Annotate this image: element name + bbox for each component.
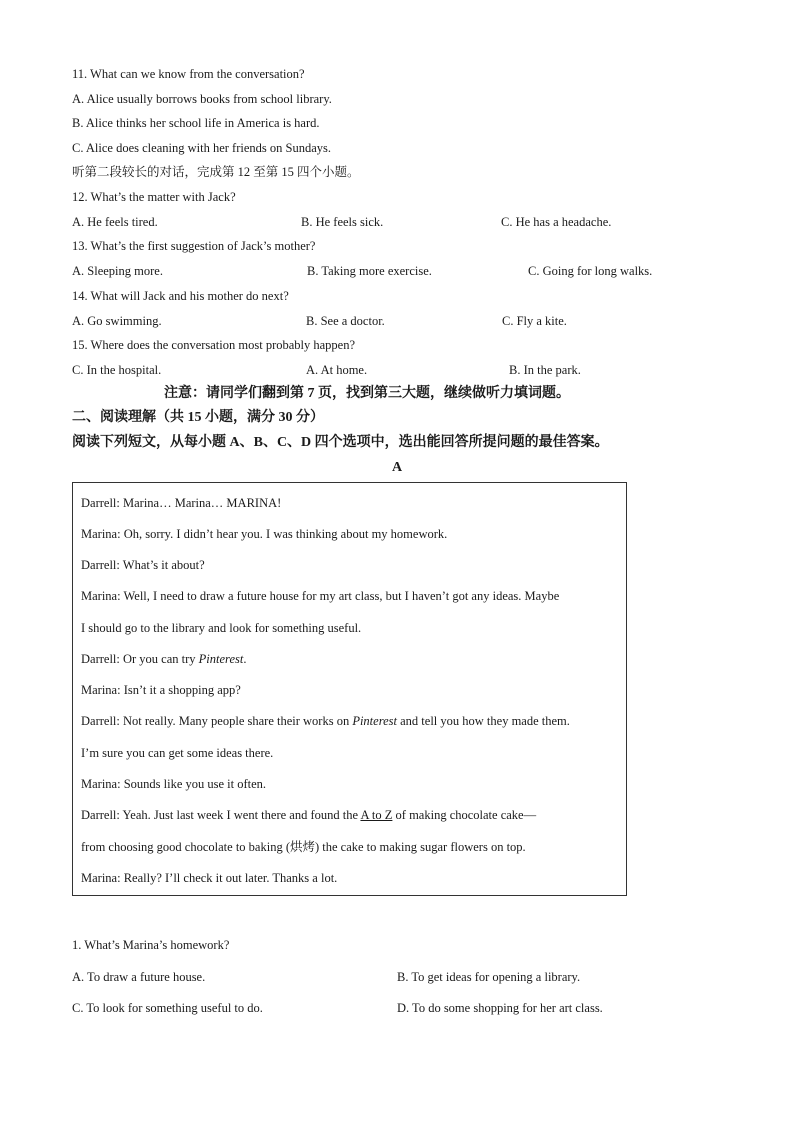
q13-option-a: A. Sleeping more.: [72, 264, 163, 278]
reading-q1-option-b: B. To get ideas for opening a library.: [397, 970, 581, 984]
dialogue-line-10: Marina: Sounds like you use it often.: [81, 777, 267, 791]
q11-question: 11. What can we know from the conversation?: [72, 67, 305, 81]
dialogue-box: [72, 482, 627, 896]
q12-option-a: A. He feels tired.: [72, 215, 158, 229]
dialogue-line-8: Darrell: Not really. Many people share their works on Pinterest and tell you how they made them.: [81, 714, 570, 728]
q11-option-a: A. Alice usually borrows books from school library.: [72, 92, 332, 106]
notice: 注意：请同学们翻到第 7 页，找到第三大题，继续做听力填词题。: [164, 386, 570, 401]
q12-option-b: B. He feels sick.: [301, 215, 384, 229]
reading-heading: 二、阅读理解（共 15 小题，满分 30 分）: [72, 410, 324, 425]
passage-label: A: [391, 460, 403, 475]
q11-option-c: C. Alice does cleaning with her friends on Sundays.: [72, 141, 331, 155]
dialogue-line-6: Darrell: Or you can try Pinterest.: [81, 652, 247, 666]
q11-option-b: B. Alice thinks her school life in America is hard.: [72, 116, 320, 130]
dialogue-line-1: Darrell: Marina… Marina… MARINA!: [81, 496, 282, 510]
q15-option-3: B. In the park.: [509, 363, 581, 377]
q13-option-c: C. Going for long walks.: [528, 264, 653, 278]
q12-option-c: C. He has a headache.: [501, 215, 612, 229]
reading-q1-question: 1. What’s Marina’s homework?: [72, 938, 230, 952]
q15-option-1: C. In the hospital.: [72, 363, 162, 377]
reading-q1-option-a: A. To draw a future house.: [72, 970, 206, 984]
q12-question: 12. What’s the matter with Jack?: [72, 190, 236, 204]
dialogue-line-13: Marina: Really? I’ll check it out later. Thanks a lot.: [81, 871, 338, 885]
q14-option-b: B. See a doctor.: [306, 314, 385, 328]
q15-option-2: A. At home.: [306, 363, 368, 377]
section-note: 听第二段较长的对话，完成第 12 至第 15 四个小题。: [72, 165, 360, 179]
dialogue-line-5: I should go to the library and look for something useful.: [81, 621, 362, 635]
q15-question: 15. Where does the conversation most probably happen?: [72, 338, 356, 352]
dialogue-line-3: Darrell: What’s it about?: [81, 558, 205, 572]
dialogue-line-4: Marina: Well, I need to draw a future house for my art class, but I haven’t got any ideas. Maybe: [81, 589, 560, 603]
q13-question: 13. What’s the first suggestion of Jack’s mother?: [72, 239, 316, 253]
pinterest-name: Pinterest: [352, 714, 397, 728]
q14-question: 14. What will Jack and his mother do next?: [72, 289, 289, 303]
reading-q1-option-d: D. To do some shopping for her art class.: [397, 1001, 603, 1015]
pinterest-name: Pinterest: [198, 652, 244, 666]
reading-instructions: 阅读下列短文，从每小题 A、B、C、D 四个选项中，选出能回答所提问题的最佳答案。: [72, 435, 609, 450]
dialogue-line-2: Marina: Oh, sorry. I didn’t hear you. I was thinking about my homework.: [81, 527, 448, 541]
dialogue-line-7: Marina: Isn’t it a shopping app?: [81, 683, 241, 697]
dialogue-line-12: from choosing good chocolate to baking (烘烤) the cake to making sugar flowers on top.: [81, 840, 526, 854]
q13-option-b: B. Taking more exercise.: [307, 264, 432, 278]
underlined-phrase: A to Z: [360, 808, 393, 822]
reading-q1-option-c: C. To look for something useful to do.: [72, 1001, 263, 1015]
q14-option-a: A. Go swimming.: [72, 314, 162, 328]
dialogue-line-11: Darrell: Yeah. Just last week I went there and found the A to Z of making chocolate cake—: [81, 808, 537, 822]
dialogue-line-9: I’m sure you can get some ideas there.: [81, 746, 274, 760]
q14-option-c: C. Fly a kite.: [502, 314, 567, 328]
